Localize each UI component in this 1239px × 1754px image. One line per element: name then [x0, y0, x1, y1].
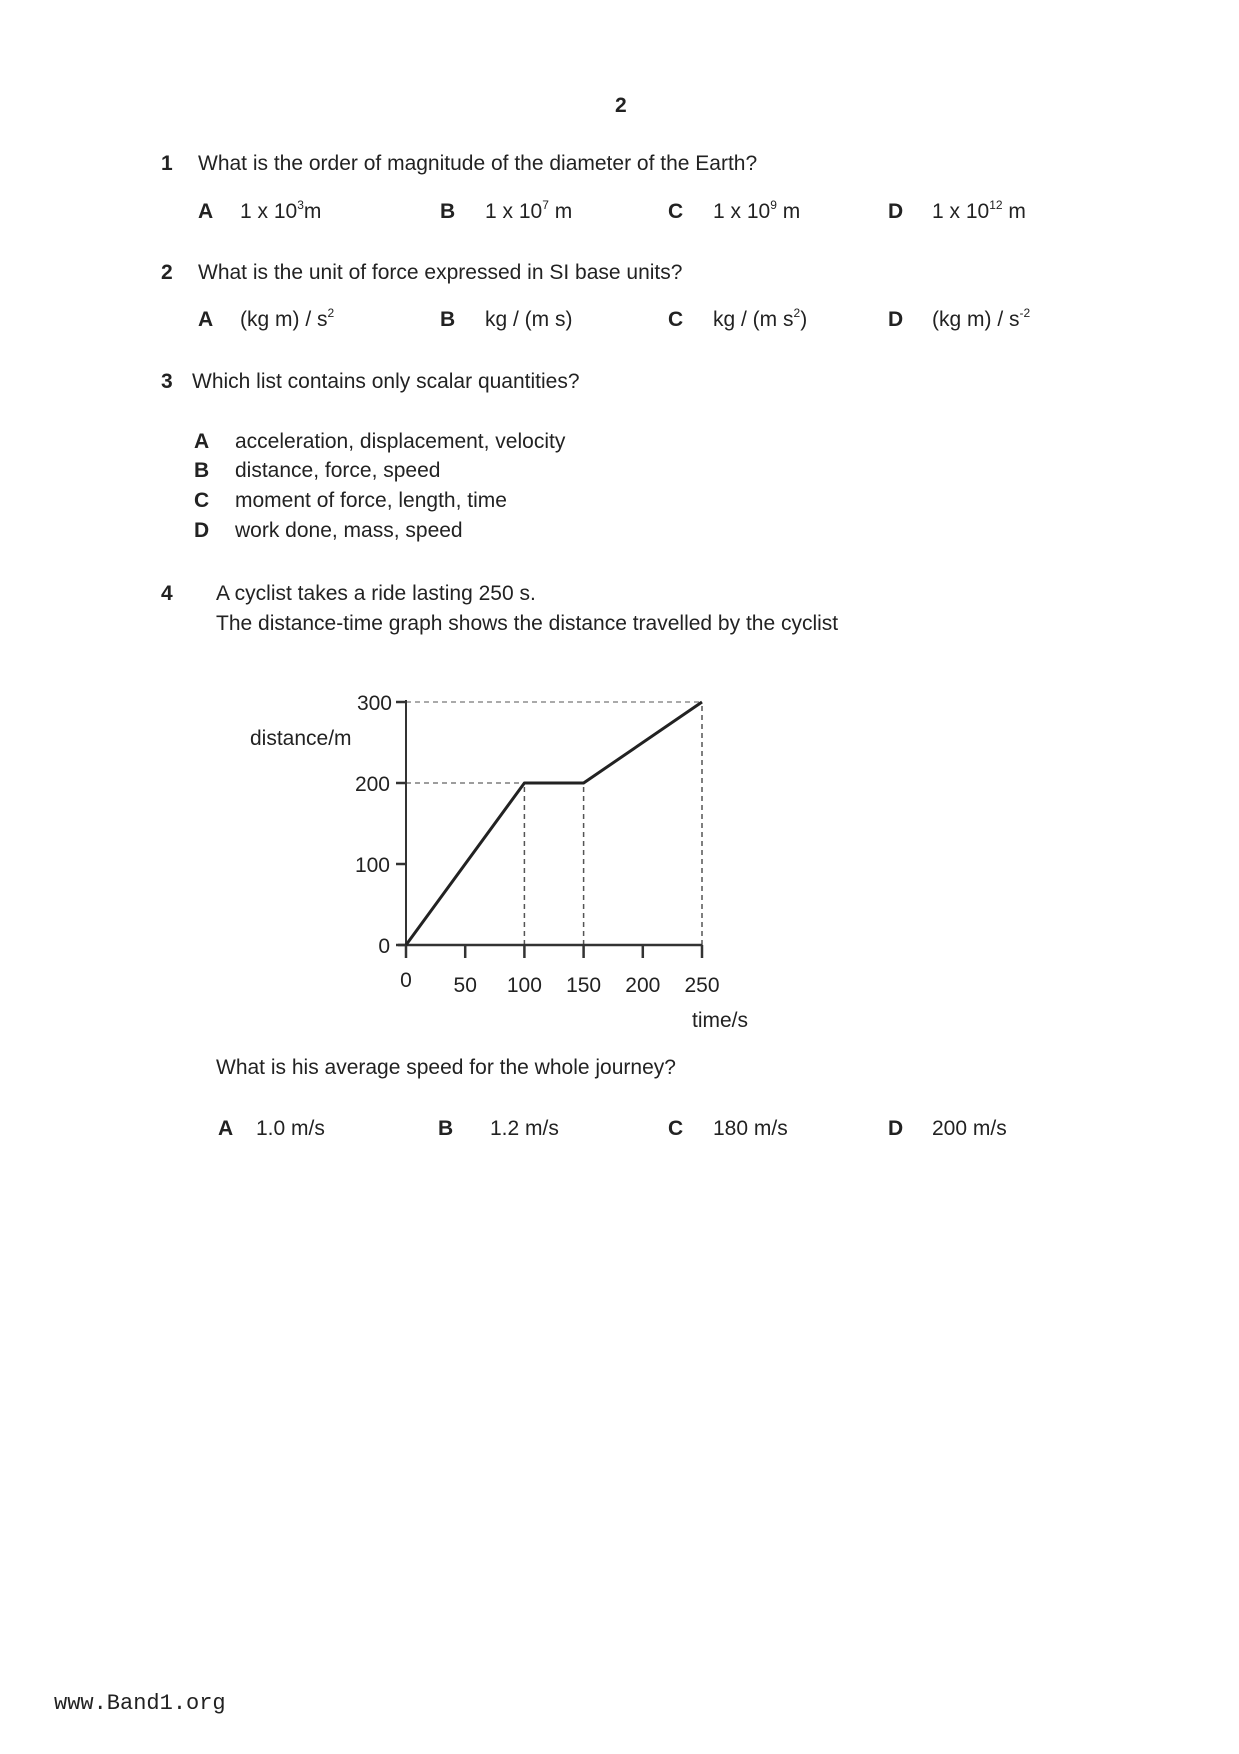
- option-base: kg / (m s): [485, 308, 573, 331]
- question-1-text: What is the order of magnitude of the diameter of the Earth?: [198, 152, 758, 175]
- option-tail: m: [776, 200, 801, 223]
- option-exponent: 7: [542, 198, 549, 212]
- option-tail: ): [800, 308, 808, 331]
- question-3-number: 3: [161, 370, 173, 393]
- option-exponent: -2: [1019, 306, 1031, 320]
- footer-url: www.Band1.org: [54, 1691, 226, 1716]
- option-tail: m: [548, 200, 573, 223]
- y-axis-label: distance/m: [250, 727, 352, 750]
- option-letter: A: [198, 308, 214, 331]
- option-letter: D: [194, 519, 210, 542]
- option-base: 1 x 10: [932, 200, 990, 223]
- option-letter: C: [668, 1117, 684, 1140]
- x-tick-label: 100: [506, 974, 542, 997]
- y-tick-label: 0: [378, 935, 390, 958]
- option-value: 1.2 m/s: [490, 1117, 559, 1140]
- question-1-number: 1: [161, 152, 173, 175]
- y-tick-label: 100: [354, 854, 390, 877]
- option-letter: C: [668, 308, 684, 331]
- distance-series-line: [406, 702, 702, 945]
- option-text: work done, mass, speed: [235, 519, 463, 542]
- question-4-number: 4: [161, 582, 173, 605]
- option-exponent: 9: [770, 198, 777, 212]
- question-2-text: What is the unit of force expressed in SI base units?: [198, 261, 683, 284]
- x-tick-label: 50: [453, 974, 477, 997]
- option-letter: A: [218, 1117, 234, 1140]
- option-exponent: 2: [327, 306, 335, 320]
- option-letter: D: [888, 1117, 904, 1140]
- option-base: 1 x 10: [713, 200, 771, 223]
- option-exponent: 2: [793, 306, 801, 320]
- x-axis-label: time/s: [691, 1009, 749, 1032]
- option-letter: B: [194, 459, 210, 482]
- option-tail: m: [303, 200, 322, 223]
- y-tick-label: 200: [354, 773, 390, 796]
- option-letter: A: [194, 430, 210, 453]
- option-letter: C: [194, 489, 210, 512]
- option-letter: C: [668, 200, 684, 223]
- option-letter: B: [440, 308, 456, 331]
- x-tick-label: 0: [400, 969, 412, 992]
- option-base: kg / (m s: [713, 308, 794, 331]
- option-value: 180 m/s: [713, 1117, 788, 1140]
- option-exponent: 12: [989, 198, 1003, 212]
- question-4-line-1: A cyclist takes a ride lasting 250 s.: [216, 582, 536, 605]
- option-base: (kg m) / s: [240, 308, 328, 331]
- x-tick-label: 200: [625, 974, 661, 997]
- x-tick-label: 250: [684, 974, 720, 997]
- option-letter: B: [440, 200, 456, 223]
- y-tick-label: 300: [356, 692, 392, 715]
- page-number: 2: [615, 94, 627, 117]
- option-base: (kg m) / s: [932, 308, 1020, 331]
- option-base: 1 x 10: [485, 200, 543, 223]
- option-text: acceleration, displacement, velocity: [235, 430, 566, 453]
- option-letter: B: [438, 1117, 454, 1140]
- option-value: 1.0 m/s: [256, 1117, 325, 1140]
- option-letter: D: [888, 200, 904, 223]
- question-4-line-2: The distance-time graph shows the distance travelled by the cyclist: [216, 612, 839, 635]
- x-tick-label: 150: [566, 974, 602, 997]
- option-value: 200 m/s: [932, 1117, 1007, 1140]
- option-letter: A: [198, 200, 214, 223]
- question-4-prompt: What is his average speed for the whole journey?: [216, 1056, 676, 1079]
- option-text: distance, force, speed: [235, 459, 441, 482]
- option-exponent: 3: [297, 198, 304, 212]
- option-letter: D: [888, 308, 904, 331]
- option-base: 1 x 10: [240, 200, 298, 223]
- question-2-number: 2: [161, 261, 173, 284]
- option-tail: m: [1002, 200, 1026, 223]
- option-text: moment of force, length, time: [235, 489, 507, 512]
- question-3-text: Which list contains only scalar quantities?: [192, 370, 580, 393]
